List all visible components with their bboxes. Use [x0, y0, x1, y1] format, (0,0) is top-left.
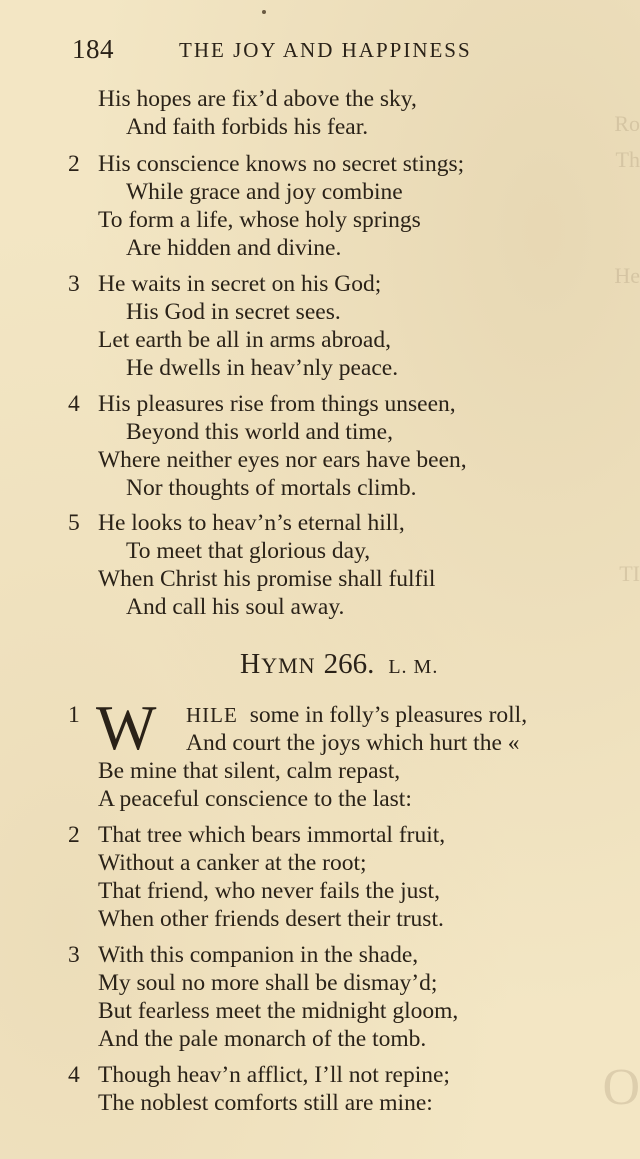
verse-line: And faith forbids his fear.: [126, 114, 369, 140]
page-number: 184: [72, 34, 114, 64]
verse-line: Without a canker at the root;: [98, 850, 367, 876]
bleed-through-text: TI: [619, 561, 640, 586]
bleed-through-text: Ro: [614, 111, 640, 136]
verse-line: His pleasures rise from things unseen,: [98, 391, 456, 417]
verse-line: But fearless meet the midnight gloom,: [98, 998, 459, 1024]
verse-line: Be mine that silent, calm repast,: [98, 758, 401, 784]
verse-line: While grace and joy combine: [126, 179, 403, 205]
stanza-number: 1: [68, 702, 80, 728]
verse-line: That tree which bears immortal fruit,: [98, 822, 446, 848]
verse-line: He looks to heav’n’s eternal hill,: [98, 510, 405, 536]
verse-line: That friend, who never fails the just,: [98, 878, 440, 904]
stanza-number: 4: [68, 1062, 80, 1088]
stanza-number: 2: [68, 822, 80, 848]
verse-line: The noblest comforts still are mine:: [98, 1090, 433, 1116]
verse-line: A peaceful conscience to the last:: [98, 786, 412, 812]
verse-line: Though heav’n afflict, I’ll not repine;: [98, 1062, 450, 1088]
stanza-number: 3: [68, 942, 80, 968]
print-speck: [262, 10, 266, 14]
verse-line-text: some in folly’s pleasures roll,: [249, 702, 528, 728]
verse-line: And the pale monarch of the tomb.: [98, 1026, 427, 1052]
verse-line: With this companion in the shade,: [98, 942, 419, 968]
page-header: [72, 34, 552, 70]
verse-line: And call his soul away.: [126, 594, 345, 620]
stanza-number: 3: [68, 271, 80, 297]
stanza-number: 5: [68, 510, 80, 536]
bleed-through-text: He: [614, 263, 640, 288]
stanza-number: 2: [68, 151, 80, 177]
verse-line: To meet that glorious day,: [126, 538, 371, 564]
hymn-number: 266.: [323, 648, 375, 680]
verse-line: Let earth be all in arms abroad,: [98, 327, 391, 353]
bleed-through-text: O: [602, 1060, 640, 1116]
verse-line: My soul no more shall be dismay’d;: [98, 970, 438, 996]
verse-line: Beyond this world and time,: [126, 419, 393, 445]
verse-line: His conscience knows no secret stings;: [98, 151, 465, 177]
verse-line: He dwells in heav’nly peace.: [126, 355, 399, 381]
verse-line: His God in secret sees.: [126, 299, 341, 325]
small-caps-word: HILE: [186, 703, 238, 727]
drop-cap: W: [96, 692, 157, 763]
stanza-number: 4: [68, 391, 80, 417]
bleed-through-text: Th: [615, 147, 640, 172]
verse-line: Where neither eyes nor ears have been,: [98, 447, 467, 473]
running-head: THE JOY AND HAPPINESS: [179, 38, 472, 62]
verse-line: Are hidden and divine.: [126, 235, 342, 261]
verse-line: He waits in secret on his God;: [98, 271, 382, 297]
verse-line: When other friends desert their trust.: [98, 906, 444, 932]
verse-line: His hopes are fix’d above the sky,: [98, 86, 417, 112]
verse-line: Nor thoughts of mortals climb.: [126, 475, 417, 501]
verse-line: And court the joys which hurt the «: [186, 730, 520, 756]
hymn-meter: L. M.: [388, 656, 439, 678]
hymn-title-rest: YMN: [261, 653, 316, 678]
verse-line: When Christ his promise shall fulfil: [98, 566, 436, 592]
hymn-title: [240, 648, 438, 685]
verse-line: [186, 701, 527, 729]
verse-line: To form a life, whose holy springs: [98, 207, 421, 233]
hymn-title-initial: H: [240, 649, 262, 680]
